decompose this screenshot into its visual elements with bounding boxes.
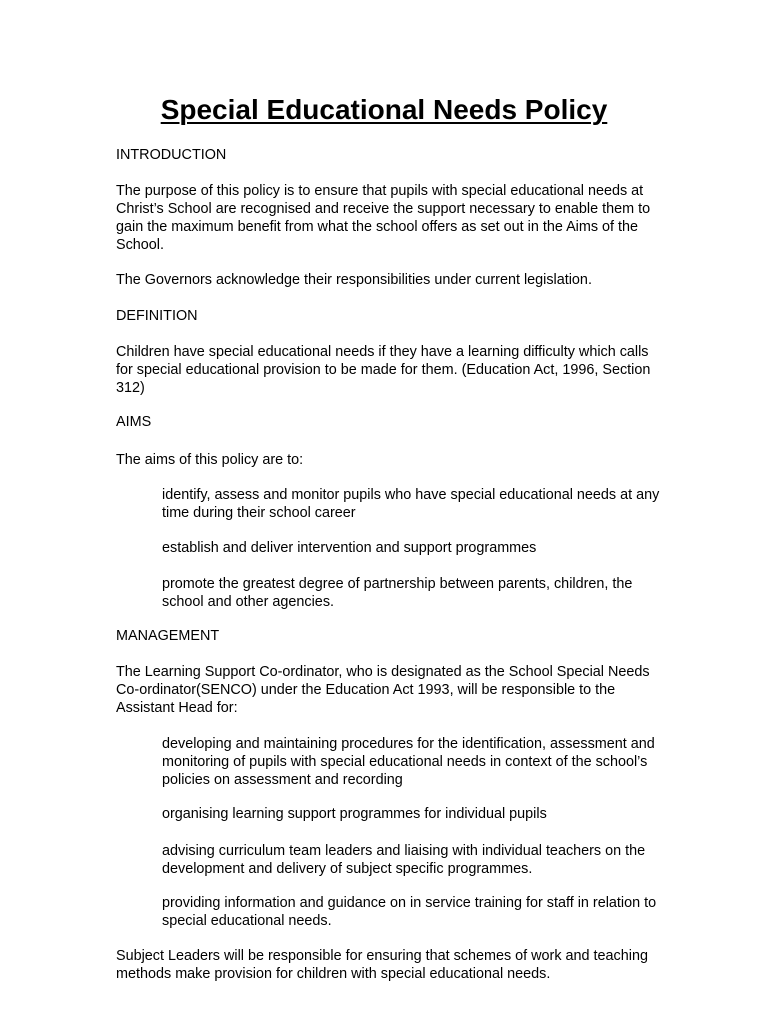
aims-list-item: promote the greatest degree of partnership between parents, children, the school and other agencies. [162,576,633,610]
page-title: Special Educational Needs Policy [160,94,608,125]
definition-heading: DEFINITION [116,308,198,324]
aims-heading: AIMS [116,414,152,430]
management-list-item: developing and maintaining procedures for the identification, assessment and monitoring of pupils with special educational needs in context of the school’s policies on assessment and recording [162,736,655,788]
definition-paragraph: Children have special educational needs if they have a learning difficulty which calls for special educational provision to be made for them. (Education Act, 1996, Section 312) [116,344,651,396]
introduction-paragraph: The purpose of this policy is to ensure that pupils with special educational needs at Christ’s School are recognised and receive the support necessary to enable them to gain the maximum benefit from what the school offers as set out in the Aims of the School. [116,183,651,253]
management-heading: MANAGEMENT [116,628,220,644]
governors-paragraph: The Governors acknowledge their responsibilities under current legislation. [116,272,592,288]
aims-list-item: identify, assess and monitor pupils who have special educational needs at any time during their school career [162,487,660,521]
management-list-item: organising learning support programmes for individual pupils [162,806,547,822]
aims-intro: The aims of this policy are to: [116,452,304,468]
management-list-item: providing information and guidance on in service training for staff in relation to special educational needs. [162,895,657,929]
management-list-item: advising curriculum team leaders and liaising with individual teachers on the development and delivery of subject specific programmes. [162,843,646,877]
subject-leaders-paragraph: Subject Leaders will be responsible for ensuring that schemes of work and teaching methods make provision for children with special educational needs. [116,948,648,982]
introduction-heading: INTRODUCTION [116,147,227,163]
aims-list-item: establish and deliver intervention and support programmes [162,540,537,556]
management-intro: The Learning Support Co-ordinator, who is designated as the School Special Needs Co-ordinator(SENCO) under the Education Act 1993, will be responsible to the Assistant Head for: [116,664,650,716]
